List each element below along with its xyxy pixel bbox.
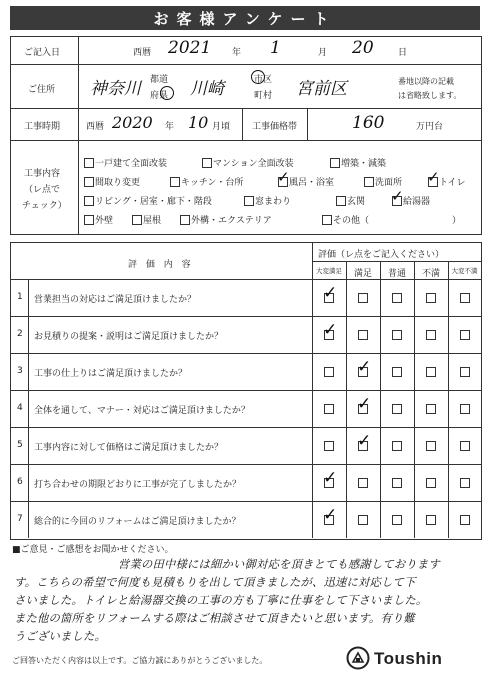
work-option-checkbox[interactable] bbox=[84, 215, 94, 225]
work-content-label-2: （レ点で bbox=[24, 185, 61, 195]
work-option-checkbox[interactable] bbox=[84, 196, 94, 206]
rating-checkbox[interactable] bbox=[460, 367, 470, 377]
check-mark-icon: ✓ bbox=[323, 320, 338, 340]
rating-checkbox[interactable] bbox=[426, 293, 436, 303]
check-mark-icon: ✓ bbox=[391, 187, 404, 205]
work-option-label: 増築・減築 bbox=[341, 159, 387, 169]
rating-checkbox[interactable] bbox=[324, 404, 334, 414]
work-option-label: マンション全面改装 bbox=[213, 159, 294, 169]
work-option-label: 窓まわり bbox=[255, 197, 292, 207]
rating-checkbox[interactable] bbox=[392, 404, 402, 414]
fill-date-day-unit: 日 bbox=[398, 48, 408, 58]
rating-checkbox[interactable] bbox=[426, 330, 436, 340]
fill-date-label: ご記入日 bbox=[24, 48, 61, 58]
rating-checkbox[interactable] bbox=[426, 404, 436, 414]
rating-checkbox[interactable] bbox=[426, 478, 436, 488]
rating-column-header: 大変不満 bbox=[451, 267, 478, 275]
work-option-checkbox[interactable] bbox=[202, 158, 212, 168]
rating-checkbox[interactable] bbox=[392, 478, 402, 488]
question-text: 打ち合わせの期限どおりに工事が完了しましたか？ bbox=[34, 480, 242, 490]
work-option-checkbox[interactable] bbox=[322, 215, 332, 225]
work-period-month: 10 bbox=[188, 113, 209, 132]
rating-column-header: 大変満足 bbox=[316, 267, 342, 275]
work-option-label: 風呂・浴室 bbox=[289, 178, 335, 188]
question-number: 1 bbox=[17, 292, 23, 302]
check-mark-icon: ✓ bbox=[357, 357, 372, 377]
fill-date-year-unit: 年 bbox=[232, 48, 242, 58]
rating-checkbox[interactable] bbox=[358, 478, 368, 488]
work-option-checkbox[interactable] bbox=[84, 158, 94, 168]
question-text: 総合的に今回のリフォームはご満足頂けましたか？ bbox=[34, 517, 241, 527]
comments-label: ■ご意見・ご感想をお聞かせください。 bbox=[12, 545, 174, 555]
comment-line-5: うございました。 bbox=[14, 630, 106, 643]
rating-checkbox[interactable] bbox=[460, 293, 470, 303]
question-text: 営業担当の対応はご満足頂けましたか？ bbox=[34, 295, 197, 305]
work-period-year: 2020 bbox=[112, 113, 153, 132]
check-mark-icon: ✓ bbox=[323, 505, 338, 525]
question-number: 5 bbox=[17, 440, 23, 450]
comment-line-4: また他の箇所をリフォームする際はご相談させて頂きたいと思います。有り難 bbox=[14, 612, 415, 625]
work-option-label: ） bbox=[452, 216, 462, 226]
rating-checkbox[interactable] bbox=[324, 367, 334, 377]
work-option-checkbox[interactable] bbox=[336, 196, 346, 206]
fill-date-year: 2021 bbox=[168, 38, 212, 58]
city-circle-mark bbox=[251, 70, 265, 84]
work-option-checkbox[interactable] bbox=[180, 215, 190, 225]
check-mark-icon: ✓ bbox=[357, 431, 372, 451]
rating-checkbox[interactable] bbox=[392, 367, 402, 377]
work-option-label: 屋根 bbox=[143, 216, 162, 226]
work-option-label: 洗面所 bbox=[375, 178, 403, 188]
city-unit-top: 市区 bbox=[254, 75, 273, 85]
question-text: 全体を通して、マナー・対応はご満足頂けましたか？ bbox=[34, 406, 250, 416]
price-unit: 万円台 bbox=[416, 122, 444, 132]
eval-header-content: 評 価 内 容 bbox=[128, 260, 194, 270]
brand-logo-icon bbox=[346, 646, 370, 670]
question-number: 2 bbox=[17, 329, 23, 339]
rating-checkbox[interactable] bbox=[460, 441, 470, 451]
address-prefecture: 神奈川 bbox=[90, 79, 141, 99]
page-title: お客様アンケート bbox=[10, 6, 480, 30]
rating-checkbox[interactable] bbox=[358, 515, 368, 525]
work-option-label: リビング・居室・廊下・階段 bbox=[95, 197, 212, 207]
check-mark-icon: ✓ bbox=[323, 283, 338, 303]
question-text: 工事内容に対して価格はご満足頂けましたか？ bbox=[34, 443, 224, 453]
question-number: 7 bbox=[17, 514, 23, 524]
rating-checkbox[interactable] bbox=[426, 367, 436, 377]
city-unit-bottom: 町村 bbox=[254, 91, 273, 101]
check-mark-icon: ✓ bbox=[427, 168, 440, 186]
work-period-month-unit: 月頃 bbox=[212, 122, 231, 132]
check-mark-icon: ✓ bbox=[323, 468, 338, 488]
fill-date-day: 20 bbox=[352, 38, 374, 58]
work-option-checkbox[interactable] bbox=[330, 158, 340, 168]
work-option-checkbox[interactable] bbox=[364, 177, 374, 187]
rating-column-header: 不満 bbox=[421, 269, 440, 279]
work-period-label: 工事時期 bbox=[24, 122, 61, 132]
brand-name: Toushin bbox=[374, 649, 443, 668]
work-option-label: 玄関 bbox=[347, 197, 366, 207]
pref-unit-bottom: 府県 bbox=[150, 91, 169, 101]
rating-checkbox[interactable] bbox=[460, 330, 470, 340]
work-option-label: 外構・エクステリア bbox=[191, 216, 272, 226]
check-mark-icon: ✓ bbox=[277, 168, 290, 186]
work-option-label: 給湯器 bbox=[403, 197, 431, 207]
question-text: 工事の仕上りはご満足頂けましたか？ bbox=[34, 369, 188, 379]
rating-checkbox[interactable] bbox=[426, 441, 436, 451]
rating-checkbox[interactable] bbox=[460, 404, 470, 414]
work-period-year-unit: 年 bbox=[165, 122, 175, 132]
eval-header-rating: 評価（レ点をご記入ください） bbox=[318, 250, 445, 260]
price-value: 160 bbox=[352, 113, 385, 133]
rating-column-header: 満足 bbox=[353, 269, 372, 279]
price-label: 工事価格帯 bbox=[252, 122, 298, 132]
rating-checkbox[interactable] bbox=[460, 478, 470, 488]
rating-checkbox[interactable] bbox=[426, 515, 436, 525]
question-number: 6 bbox=[17, 477, 23, 487]
work-option-label: キッチン・台所 bbox=[181, 178, 244, 188]
address-note-2: は省略致します。 bbox=[398, 91, 462, 100]
fill-date-era: 西暦 bbox=[133, 48, 152, 58]
pref-unit-top: 都道 bbox=[150, 75, 169, 85]
work-option-label: その他（ bbox=[333, 216, 370, 226]
question-number: 4 bbox=[17, 403, 23, 413]
fill-date-month-unit: 月 bbox=[318, 48, 328, 58]
rating-checkbox[interactable] bbox=[460, 515, 470, 525]
evaluation-table bbox=[10, 242, 482, 540]
rating-checkbox[interactable] bbox=[392, 515, 402, 525]
work-period-era: 西暦 bbox=[86, 122, 105, 132]
work-content-label-1: 工事内容 bbox=[24, 169, 61, 179]
rating-checkbox[interactable] bbox=[358, 330, 368, 340]
address-label: ご住所 bbox=[28, 85, 56, 95]
rating-checkbox[interactable] bbox=[392, 293, 402, 303]
rating-checkbox[interactable] bbox=[358, 293, 368, 303]
footer-text: ご回答いただく内容は以上です。ご協力誠にありがとうございました。 bbox=[12, 656, 268, 665]
comment-line-1: 営業の田中様には細かい御対応を頂きとても感謝しております bbox=[118, 558, 440, 571]
work-option-label: 一戸建て全面改装 bbox=[95, 159, 168, 169]
work-option-checkbox[interactable] bbox=[84, 177, 94, 187]
work-option-checkbox[interactable] bbox=[244, 196, 254, 206]
rating-checkbox[interactable] bbox=[324, 441, 334, 451]
question-number: 3 bbox=[17, 366, 23, 376]
work-option-checkbox[interactable] bbox=[170, 177, 180, 187]
address-city: 川崎 bbox=[190, 79, 224, 99]
address-note-1: 番地以降の記載 bbox=[398, 77, 454, 86]
fill-date-month: 1 bbox=[270, 38, 281, 58]
rating-column-header: 普通 bbox=[387, 269, 406, 279]
work-option-label: 間取り変更 bbox=[95, 178, 141, 188]
rating-checkbox[interactable] bbox=[392, 330, 402, 340]
work-option-checkbox[interactable] bbox=[132, 215, 142, 225]
pref-circle-mark bbox=[160, 86, 174, 100]
question-text: お見積りの提案・説明はご満足頂けましたか？ bbox=[34, 332, 224, 342]
address-ward: 宮前区 bbox=[296, 79, 347, 99]
check-mark-icon: ✓ bbox=[357, 394, 372, 414]
work-option-label: 外壁 bbox=[95, 216, 114, 226]
rating-checkbox[interactable] bbox=[392, 441, 402, 451]
work-content-label-3: チェック） bbox=[22, 201, 67, 211]
work-option-label: トイレ bbox=[439, 178, 466, 188]
comment-line-2: す。こちらの希望で何度も見積もりを出して頂きましたが、迅速に対応して下 bbox=[14, 576, 416, 589]
comment-line-3: さいました。トイレと給湯器交換の工事の方も丁寧に仕事をして下さいました。 bbox=[14, 594, 428, 607]
